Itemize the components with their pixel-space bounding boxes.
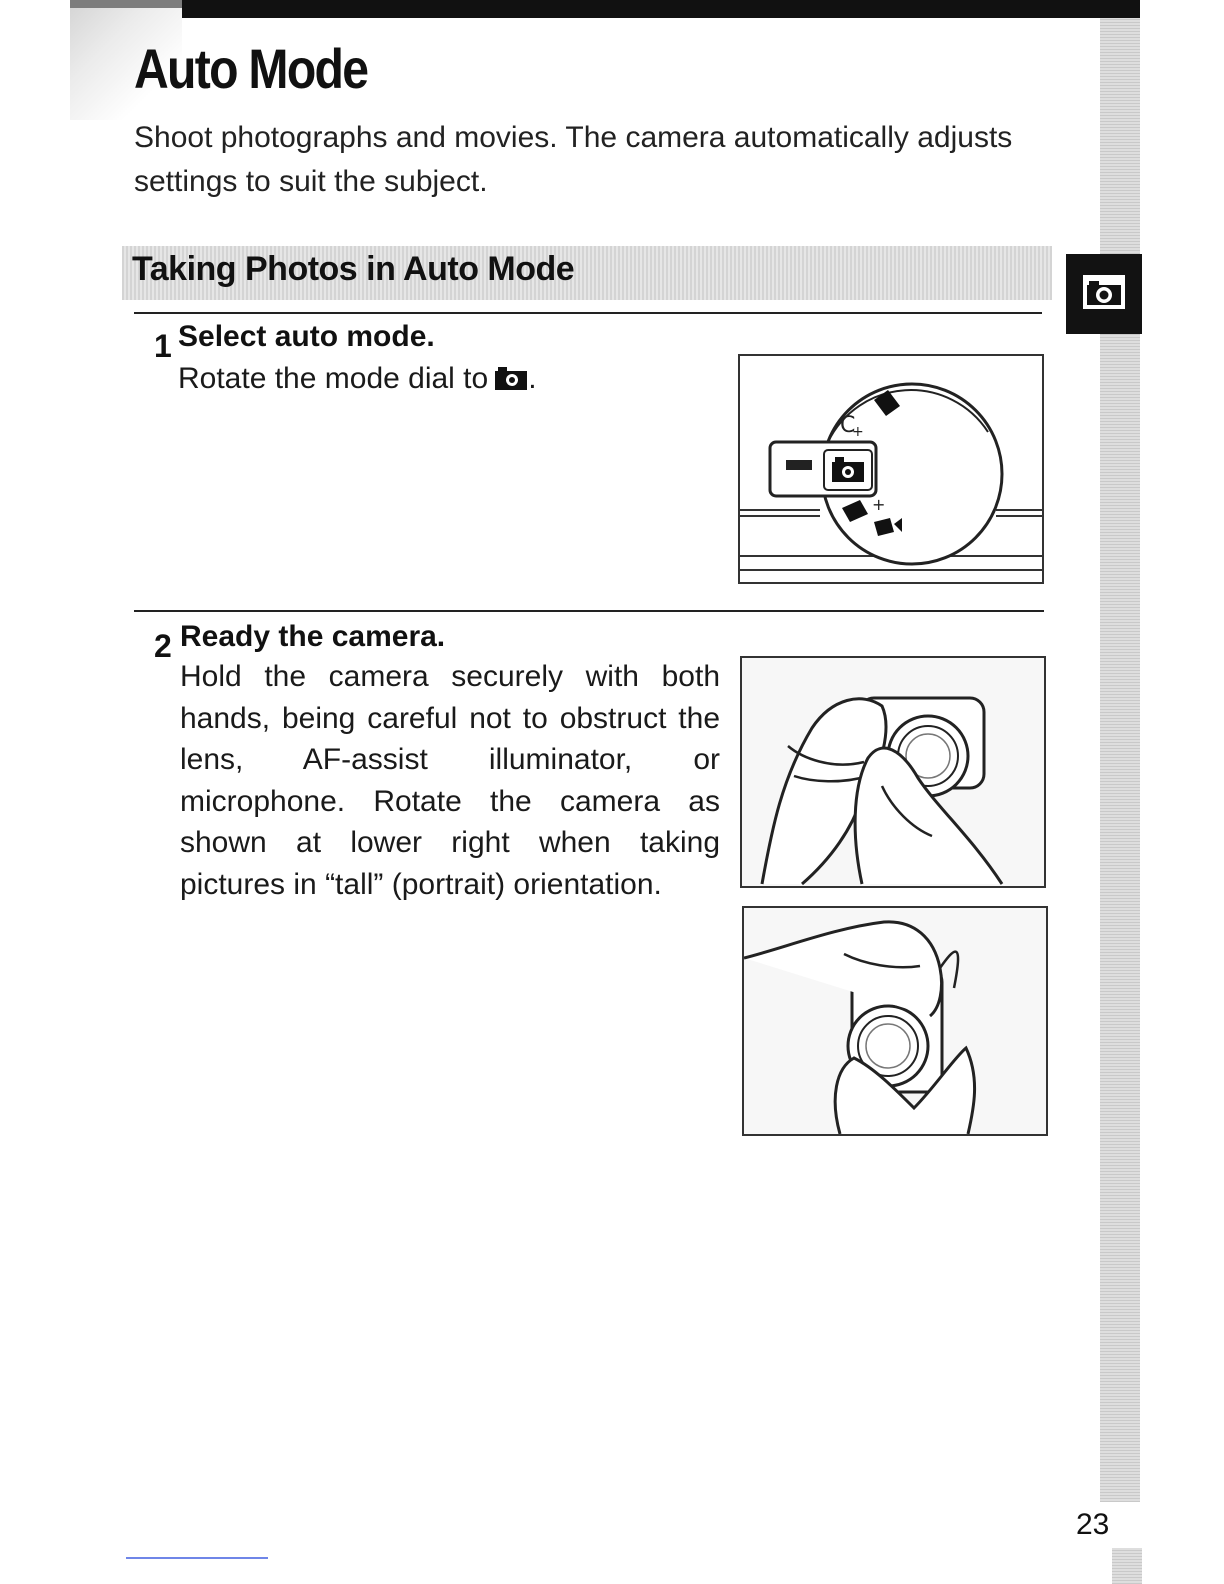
svg-text:+: +: [872, 495, 886, 514]
step-1-body: [178, 358, 537, 403]
portrait-hold-illustration: [742, 906, 1048, 1136]
svg-text:C: C: [840, 413, 856, 438]
page-number: 23: [1076, 1508, 1110, 1541]
side-thumb-strip-bottom: [1112, 1548, 1142, 1584]
camera-icon: [494, 361, 528, 403]
section-title: Taking Photos in Auto Mode: [132, 250, 575, 288]
section-rule: [134, 312, 1042, 314]
step-2-body: Hold the camera securely with both hands, being careful not to obstruct the lens, AF-assist illuminator, or microphone. Rotate the camera as shown at lower right when taking pictures in “tall” (portrait) orientation.: [180, 660, 720, 901]
step-2-title: Ready the camera.: [180, 620, 446, 653]
intro-text: Shoot photographs and movies. The camera automatically adjusts settings to suit the subject.: [134, 121, 1013, 198]
step-1-body-text: Rotate the mode dial to: [178, 362, 489, 395]
step-1-title: Select auto mode.: [178, 320, 435, 353]
chapter-tab[interactable]: [1066, 254, 1142, 334]
mode-dial-illustration: [738, 354, 1044, 584]
step-1-number: 1: [154, 328, 172, 364]
camera-icon: [1081, 273, 1127, 316]
landscape-hold-illustration: [740, 656, 1046, 888]
corner-dark-edge: [70, 0, 182, 8]
side-thumb-strip: [1100, 18, 1140, 1502]
footer-link-line[interactable]: [126, 1557, 268, 1559]
page-title: Auto Mode: [134, 37, 368, 100]
svg-text:+: +: [852, 424, 864, 440]
top-bar: [182, 0, 1140, 18]
step-1-body-end: .: [528, 362, 537, 395]
step-2-number: 2: [154, 628, 172, 664]
step-divider-rule: [134, 610, 1044, 612]
